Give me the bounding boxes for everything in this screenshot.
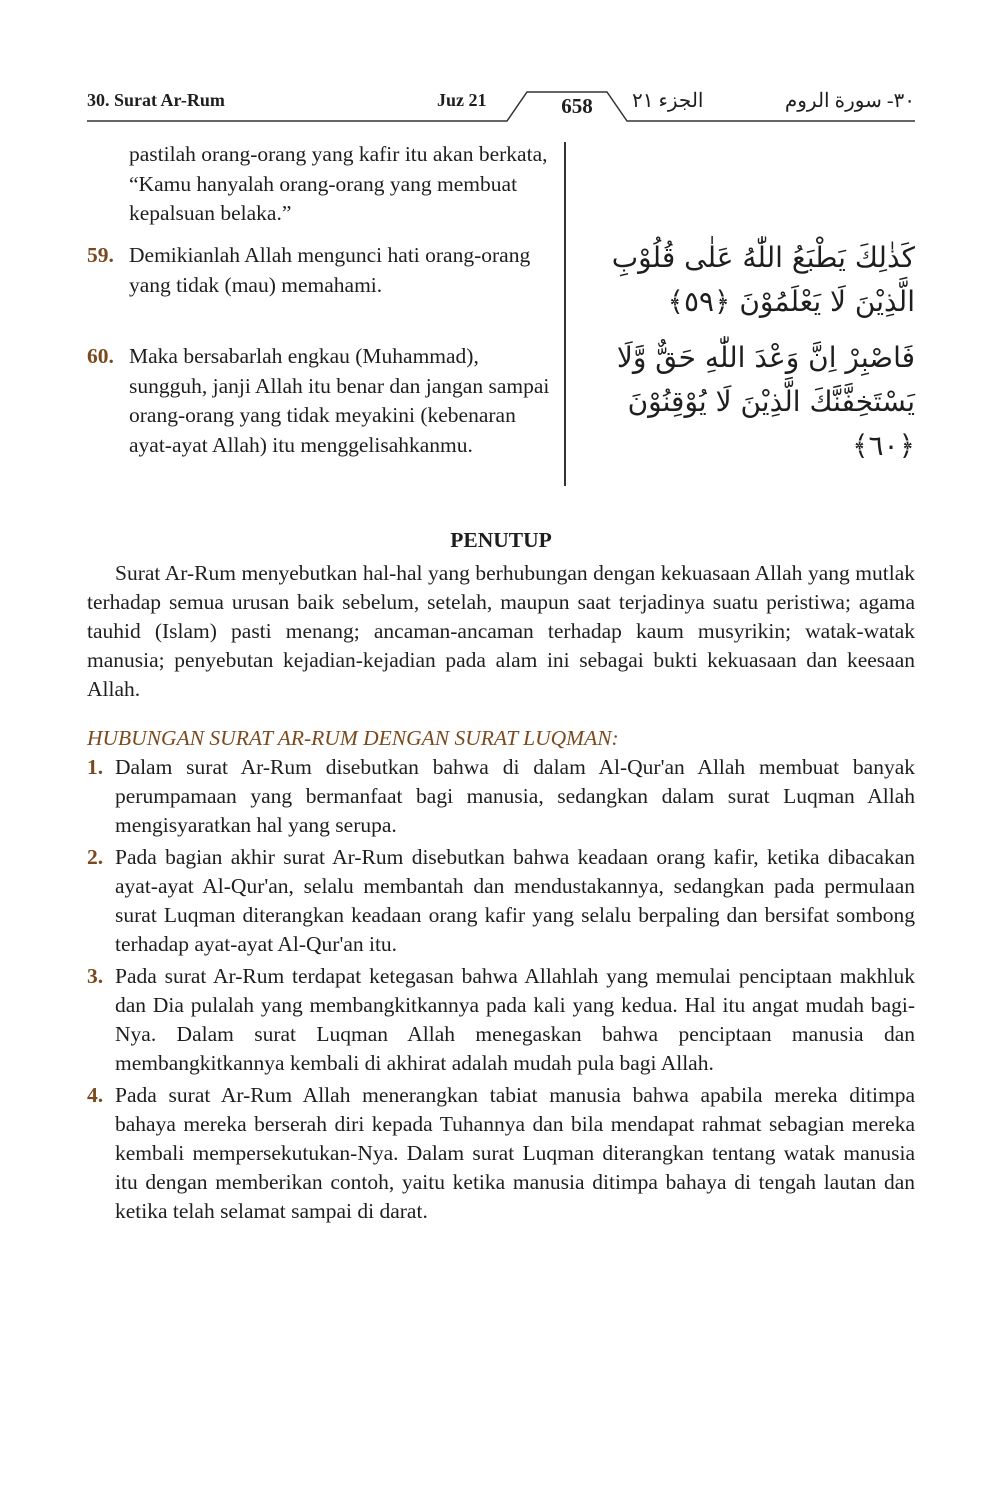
relation-item (87, 1081, 915, 1226)
item-number: 4. (87, 1083, 104, 1107)
verse-text: Maka bersabarlah engkau (Muhammad), sungguh, janji Allah itu benar dan jangan sampai orang-orang yang tidak meyakini (kebenaran ayat-ayat Allah) itu menggelisahkanmu. (129, 344, 550, 457)
relation-item (87, 843, 915, 959)
verse-translation-59 (87, 241, 557, 300)
page-number: 658 (561, 94, 593, 118)
verse-arabic-60: فَاصْبِرْ اِنَّ وَعْدَ اللّٰهِ حَقٌّ وَّلَا يَسْتَخِفَّنَّكَ الَّذِيْنَ لَا يُوْقِنُوْنَ ﴿٦٠﴾ (616, 341, 915, 462)
item-text: Pada bagian akhir surat Ar-Rum disebutkan bahwa keadaan orang kafir, ketika dibacakan ayat-ayat Al-Qur'an, selalu membantah dan mendustakannya, sedangkan pada permulaan surat Luqman diterangkan keadaan orang kafir yang selalu berpaling dan bersifat sombong terhadap ayat-ayat Al-Qur'an itu. (115, 845, 915, 956)
relation-item (87, 962, 915, 1078)
verse-arabic-59: كَذٰلِكَ يَطْبَعُ اللّٰهُ عَلٰى قُلُوْبِ الَّذِيْنَ لَا يَعْلَمُوْنَ ﴿٥٩﴾ (611, 241, 915, 318)
juz-label-latin: Juz 21 (437, 90, 487, 110)
item-number: 1. (87, 755, 104, 779)
relation-item (87, 753, 915, 840)
verse-number: 60. (87, 344, 114, 368)
verse-text: Demikianlah Allah mengunci hati orang-orang yang tidak (mau) memahami. (129, 243, 531, 297)
verse-translation-continued (87, 140, 557, 229)
item-text: Dalam surat Ar-Rum disebutkan bahwa di dalam Al-Qur'an Allah membuat banyak perumpamaan yang bermanfaat bagi manusia, sedangkan dalam surat Luqman Allah mengisyaratkan hal yang serupa. (115, 755, 915, 837)
item-text: Pada surat Ar-Rum terdapat ketegasan bahwa Allahlah yang memulai penciptaan makhluk dan Dia pulalah yang membangkitkannya pada kali yang kedua. Hal itu angat mudah bagi-Nya. Dalam surat Luqman Allah menegaskan bahwa penciptaan manusia dan membangkitkannya kembali di akhirat adalah mudah pula bagi Allah. (115, 964, 915, 1075)
surah-name-latin: 30. Surat Ar-Rum (87, 90, 225, 110)
closing-paragraph: Surat Ar-Rum menyebutkan hal-hal yang berhubungan dengan kekuasaan Allah yang mutlak terhadap semua urusan baik sebelum, setelah, maupun saat terjadinya suatu peristiwa; agama tauhid (Islam) pasti menang; ancaman-ancaman terhadap kaum musyrikin; watak-watak manusia; penyebutan kejadian-kejadian pada alam ini sebagai bukti kekuasaan dan keesaan Allah. (87, 561, 915, 701)
relation-heading: HUBUNGAN SURAT AR-RUM DENGAN SURAT LUQMAN: (87, 726, 619, 750)
closing-section (87, 528, 915, 1229)
closing-title: PENUTUP (450, 528, 552, 552)
page-header (87, 84, 915, 124)
item-number: 3. (87, 964, 104, 988)
verse-text: pastilah orang-orang yang kafir itu akan berkata, “Kamu hanyalah orang-orang yang membuat kepalsuan belaka.” (129, 142, 548, 225)
item-text: Pada surat Ar-Rum Allah menerangkan tabiat manusia bahwa apabila mereka ditimpa bahaya mereka berserah diri kepada Tuhannya dan bila mendapat rahmat sebagian mereka kembali mempersekutukan-Nya. Dalam surat Luqman diterangkan tentang watak manusia itu dengan memberikan contoh, yaitu ketika manusia ditimpa bahaya di tengah lautan dan ketika telah selamat sampai di darat. (115, 1083, 915, 1223)
verse-translation-60 (87, 342, 557, 460)
surah-name-arabic: ٣٠- سورة الروم (784, 90, 915, 112)
juz-label-arabic: الجزء ٢١ (632, 90, 704, 112)
verse-section (87, 140, 915, 490)
item-number: 2. (87, 845, 104, 869)
verse-number: 59. (87, 243, 114, 267)
column-divider (564, 142, 566, 486)
